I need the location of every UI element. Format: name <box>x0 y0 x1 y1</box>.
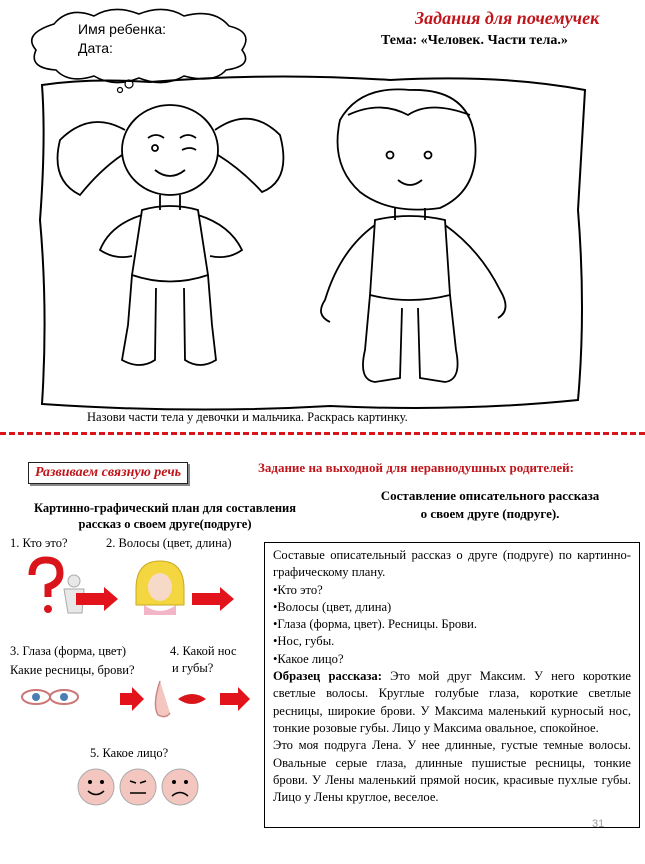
story-intro: Составые описательный рассказ о друге (подруге) по картинно-графическому плану. <box>273 548 631 580</box>
plan-row-2 <box>12 675 262 725</box>
plan-title-line2: рассказ о своем друге(подруге) <box>78 517 252 531</box>
boy-figure <box>321 89 506 382</box>
page-title: Задания для почемучек <box>415 8 600 28</box>
neutral-face-icon <box>120 769 156 805</box>
happy-face-icon <box>78 769 114 805</box>
compose-title-line2: о своем друге (подруге). <box>420 506 560 521</box>
sad-face-icon <box>162 769 198 805</box>
plan-title-line1: Картинно-графический план для составления <box>33 501 297 515</box>
question-1: 1. Кто это? <box>10 536 68 550</box>
coloring-picture <box>30 60 630 420</box>
story-item-2: •Волосы (цвет, длина) <box>273 599 392 614</box>
girl-figure <box>58 105 284 365</box>
story-item-5: •Какое лицо? <box>273 651 344 666</box>
section-divider <box>0 432 645 435</box>
question-4b: и губы? <box>172 661 214 675</box>
coloring-caption: Назови части тела у девочки и мальчика. Раскрась картинку. <box>87 410 408 424</box>
child-name-label: Имя ребенка: <box>78 21 167 37</box>
story-item-1: •Кто это? <box>273 582 323 597</box>
plan-row-1 <box>12 555 252 620</box>
page-number: 31 <box>592 818 605 830</box>
question-3: 3. Глаза (форма, цвет) <box>10 644 127 658</box>
question-2: 2. Волосы (цвет, длина) <box>106 536 232 550</box>
date-label: Дата: <box>78 40 113 56</box>
question-person-icon <box>32 560 84 613</box>
nose-icon <box>155 681 170 717</box>
arrow-icon-3 <box>120 687 144 711</box>
faces-row <box>76 765 206 810</box>
sample-label: Образец рассказа: <box>273 669 382 684</box>
sample-text: Это мой друг Максим. У него короткие светлые волосы. Круглые голубые глаза, короткие светлые ресницы, широкие брови. У Максима маленький курносый нос, тонкие розовые губы. Лицо у Максима овальное, спокойное. <box>273 669 631 735</box>
question-4: 4. Какой нос <box>170 644 237 658</box>
question-3b: Какие ресницы, брови? <box>10 663 135 677</box>
hair-icon <box>136 561 184 615</box>
question-5: 5. Какое лицо? <box>90 746 169 760</box>
page-theme: Тема: «Человек. Части тела.» <box>381 33 568 48</box>
story-item-3: •Глаза (форма, цвет). Ресницы. Брови. <box>273 617 478 632</box>
develop-speech-label: Развиваем связную речь <box>28 462 188 484</box>
story-box <box>264 542 640 828</box>
arrow-icon-4 <box>220 687 250 711</box>
parents-task: Задание на выходной для неравнодушных родителей: <box>258 460 574 475</box>
lips-icon <box>178 694 206 704</box>
arrow-icon-2 <box>192 587 234 611</box>
sample-text-2: Это моя подруга Лена. У нее длинные, густые темные волосы. Овальные серые глаза, длинные пушистые ресницы, тонкие брови. У Лены маленький прямой носик, красивые пухлые губы. Лицо у Лены круглое, веселое. <box>273 738 631 805</box>
story-item-4: •Нос, губы. <box>273 634 335 649</box>
eyes-icon <box>22 690 78 704</box>
compose-title-line1: Составление описательного рассказа <box>380 488 600 503</box>
